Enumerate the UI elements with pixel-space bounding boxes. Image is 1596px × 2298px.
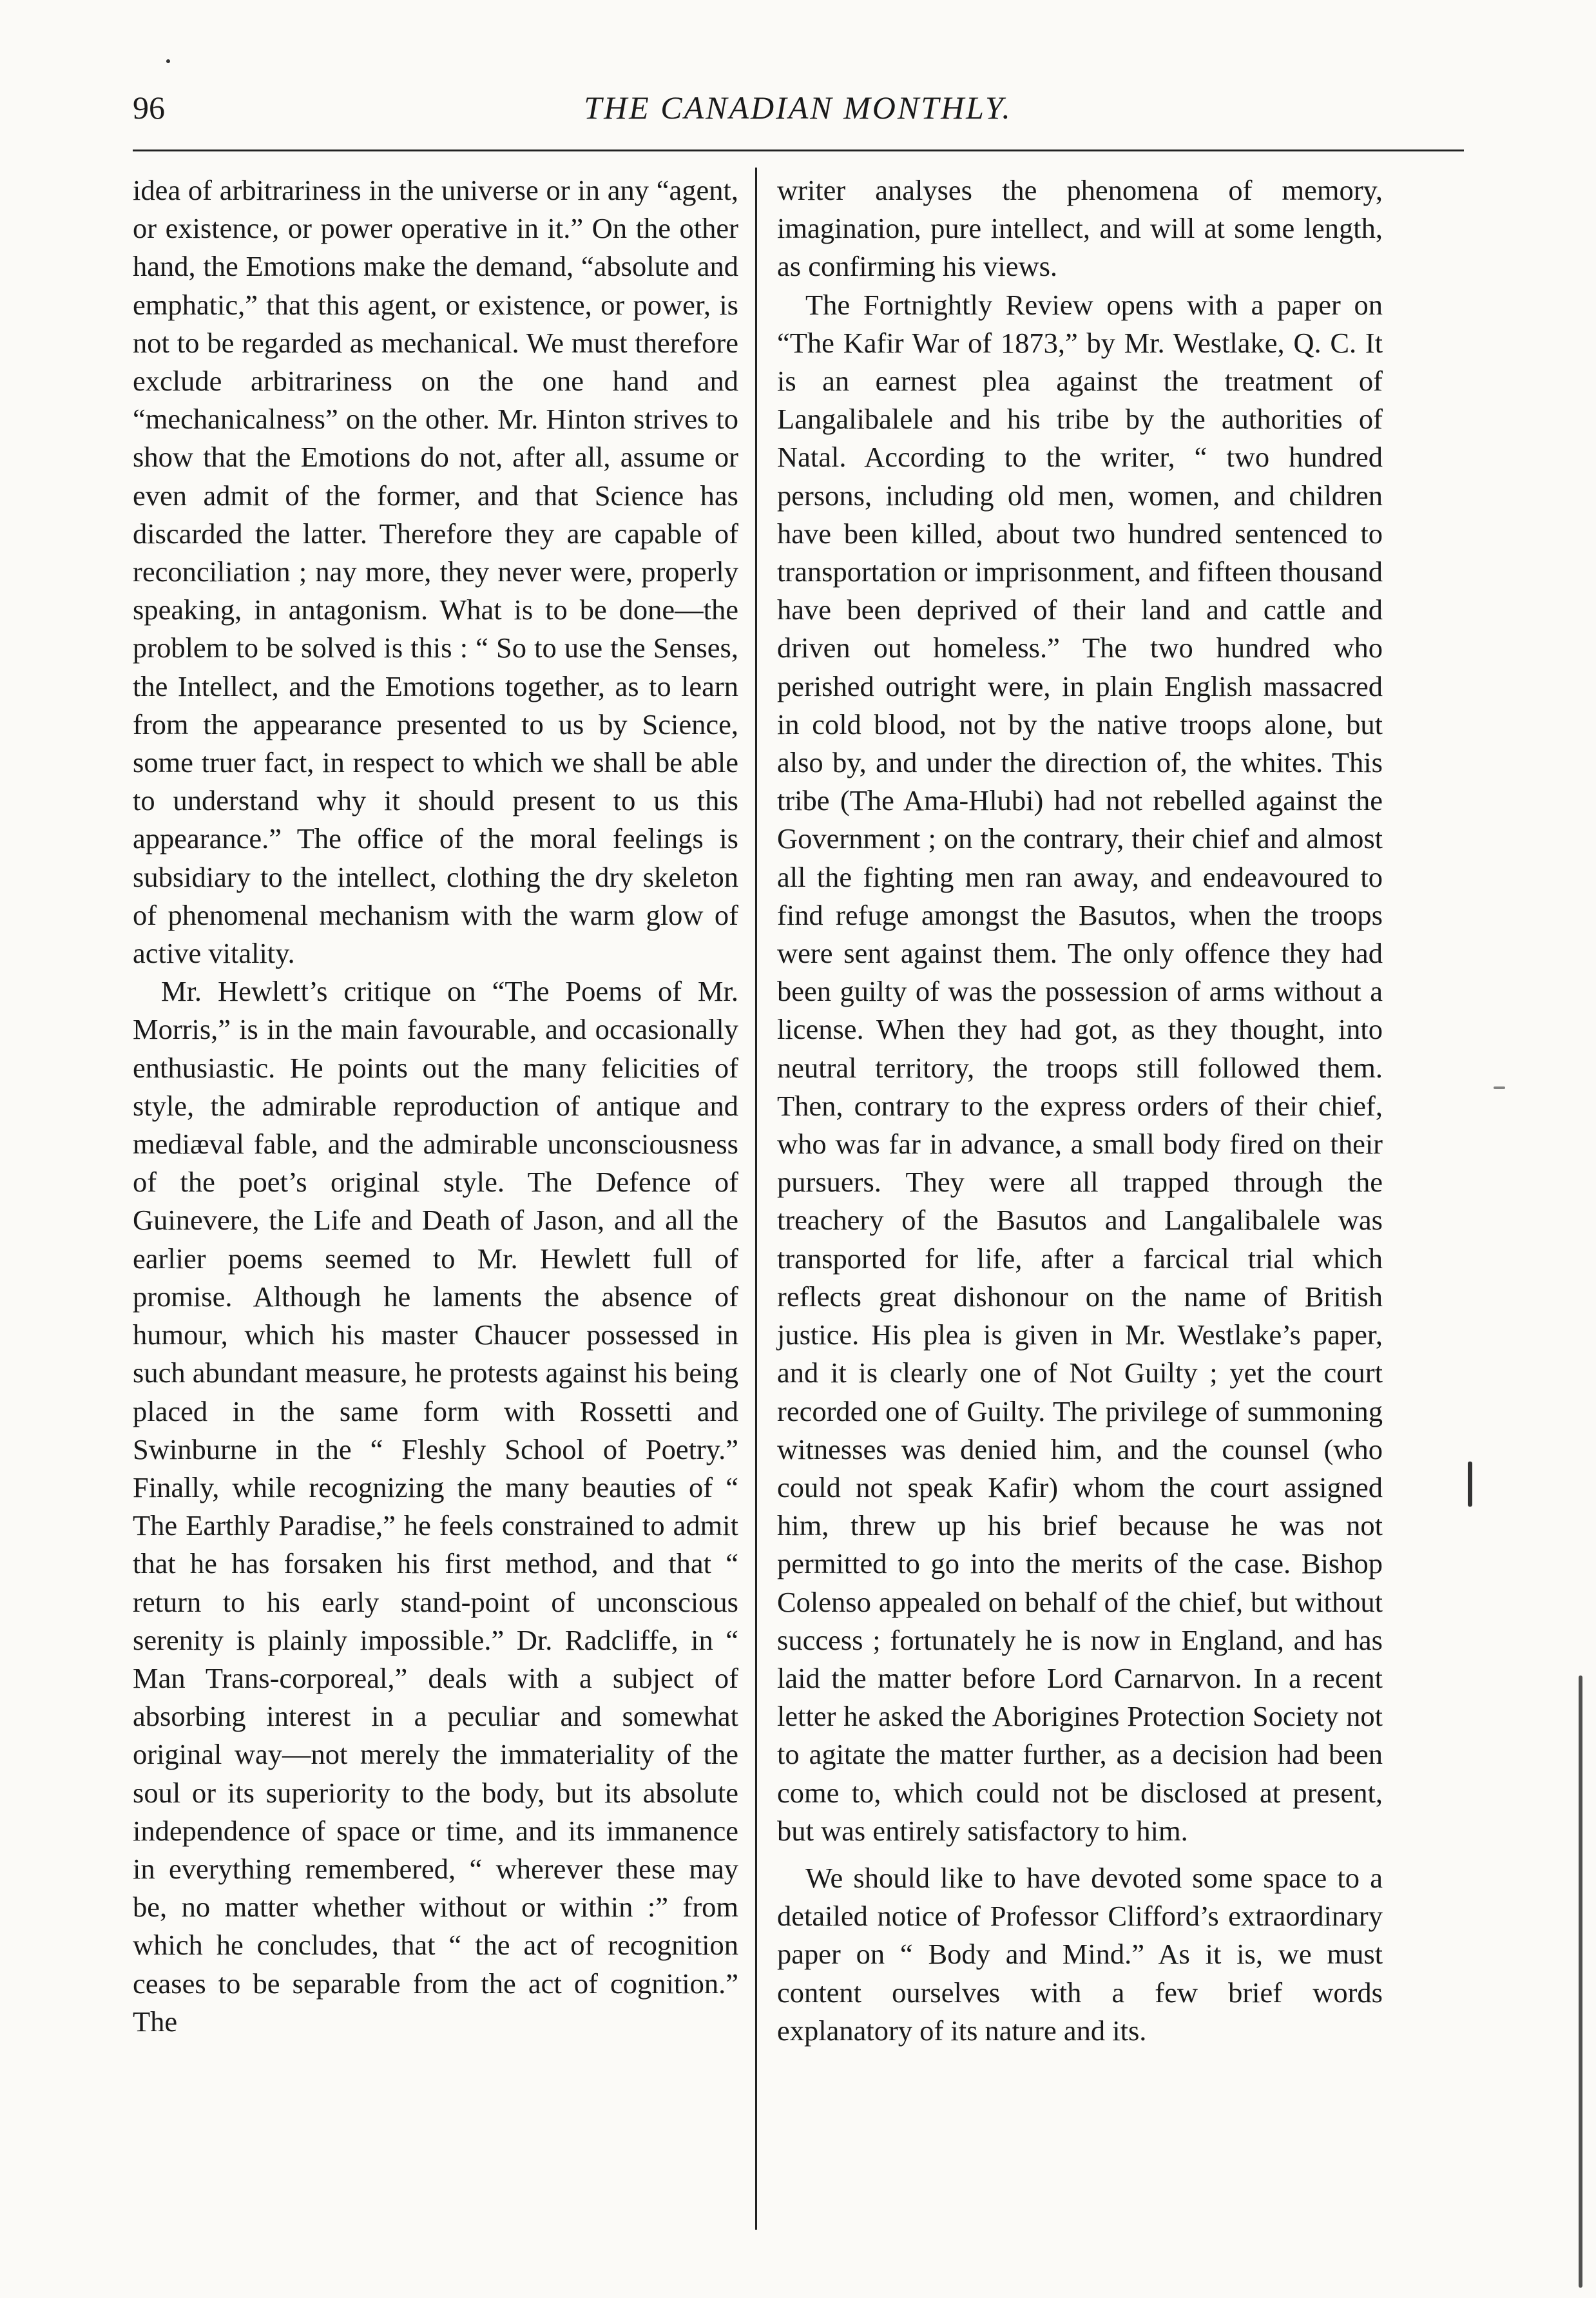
right-paragraph-3: We should like to have devoted some space to a detailed notice of Professor Clifford’s extraordinary paper on “ Body and Mind.” As it is, we must content ourselves with a few brief words explanatory of its nature and its. <box>777 1861 1383 2047</box>
right-paragraph-1: writer analyses the phenomena of memory, imagination, pure intellect, and will at some length, as confirming his views. <box>777 174 1383 283</box>
running-head: THE CANADIAN MONTHLY. <box>584 90 1012 126</box>
right-paragraph-2: The Fortnightly Review opens with a paper on “The Kafir War of 1873,” by Mr. Westlake, Q. C. It is an earnest plea against the treatment of Langalibalele and his tribe by the authorities of Natal. According to the writer, “ two hundred persons, including old men, women, and children have been killed, about two hundred sentenced to transportation or imprisonment, and fifteen thousand have been deprived of their land and cattle and driven out homeless.” The two hundred who perished outright were, in plain English massacred in cold blood, not by the native troops alone, but also by, and under the direction of, the whites. This tribe (The Ama-Hlubi) had not rebelled against the Government ; on the contrary, their chief and almost all the fighting men ran away, and endeavoured to find refuge amongst the Basutos, when the troops were sent against them. The only offence they had been guilty of was the possession of arms without a license. When they had got, as they thought, into neutral territory, the troops still followed them. Then, contrary to the express orders of their chief, who was far in advance, a small body fired on their pursuers. They were all trapped through the treachery of the Basutos and Langalibalele was transported for life, after a farcical trial which reflects great dishonour on the name of British justice. His plea is given in Mr. Westlake’s paper, and it is clearly one of Not Guilty ; yet the court recorded one of Guilty. The privilege of summoning witnesses was denied him, and the counsel (who could not speak Kafir) whom the court assigned him, threw up his brief because he was not permitted to go into the merits of the case. Bishop Colenso appealed on behalf of the chief, but without success ; fortunately he is now in England, and has laid the matter before Lord Carnarvon. In a recent letter he asked the Aborigines Protection Society not to agitate the matter further, as a decision had been come to, which could not be disclosed at present, but was entirely satisfactory to him. <box>777 288 1383 1847</box>
column-divider <box>755 168 757 2230</box>
right-column <box>777 171 1383 2050</box>
scan-speck <box>1579 1675 1582 2288</box>
left-column <box>133 171 738 2041</box>
scan-speck <box>1494 1086 1505 1089</box>
page-number: 96 <box>133 90 165 126</box>
left-paragraph-2: Mr. Hewlett’s critique on “The Poems of Mr. Morris,” is in the main favourable, and occasionally enthusiastic. He points out the many felicities of style, the admirable reproduction of antique and mediæval fable, and the admirable unconsciousness of the poet’s original style. The Defence of Guinevere, the Life and Death of Jason, and all the earlier poems seemed to Mr. Hewlett full of promise. Although he laments the absence of humour, which his master Chaucer possessed in such abundant measure, he protests against his being placed in the same form with Rossetti and Swinburne in the “ Fleshly School of Poetry.” Finally, while recognizing the many beauties of “ The Earthly Paradise,” he feels constrained to admit that he has forsaken his first method, and that “ return to his early stand-point of unconscious serenity is plainly impossible.” Dr. Radcliffe, in “ Man Trans-corporeal,” deals with a subject of absorbing interest in a peculiar and somewhat original way—not merely the immateriality of the soul or its superiority to the body, but its absolute independence of space or time, and its immanence in everything remembered, “ wherever these may be, no matter whether without or within :” from which he concludes, that “ the act of recognition ceases to be separable from the act of cognition.” The <box>133 975 738 2038</box>
left-paragraph-1: idea of arbitrariness in the universe or in any “agent, or existence, or power operative in it.” On the other hand, the Emotions make the demand, “absolute and emphatic,” that this agent, or existence, or power, is not to be regarded as mechanical. We must therefore exclude arbitrariness on the one hand and “mechanicalness” on the other. Mr. Hinton strives to show that the Emotions do not, after all, assume or even admit of the former, and that Science has discarded the latter. Therefore they are capable of reconciliation ; nay more, they never were, properly speaking, in antagonism. What is to be done—the problem to be solved is this : “ So to use the Senses, the Intellect, and the Emotions together, as to learn from the appearance presented to us by Science, some truer fact, in respect to which we shall be able to understand why it should present to us this appearance.” The office of the moral feelings is subsidiary to the intellect, clothing the dry skeleton of phenomenal mechanism with the warm glow of active vitality. <box>133 174 738 970</box>
scan-speck <box>166 59 170 63</box>
scan-speck <box>1468 1462 1472 1507</box>
header-rule <box>133 150 1464 151</box>
